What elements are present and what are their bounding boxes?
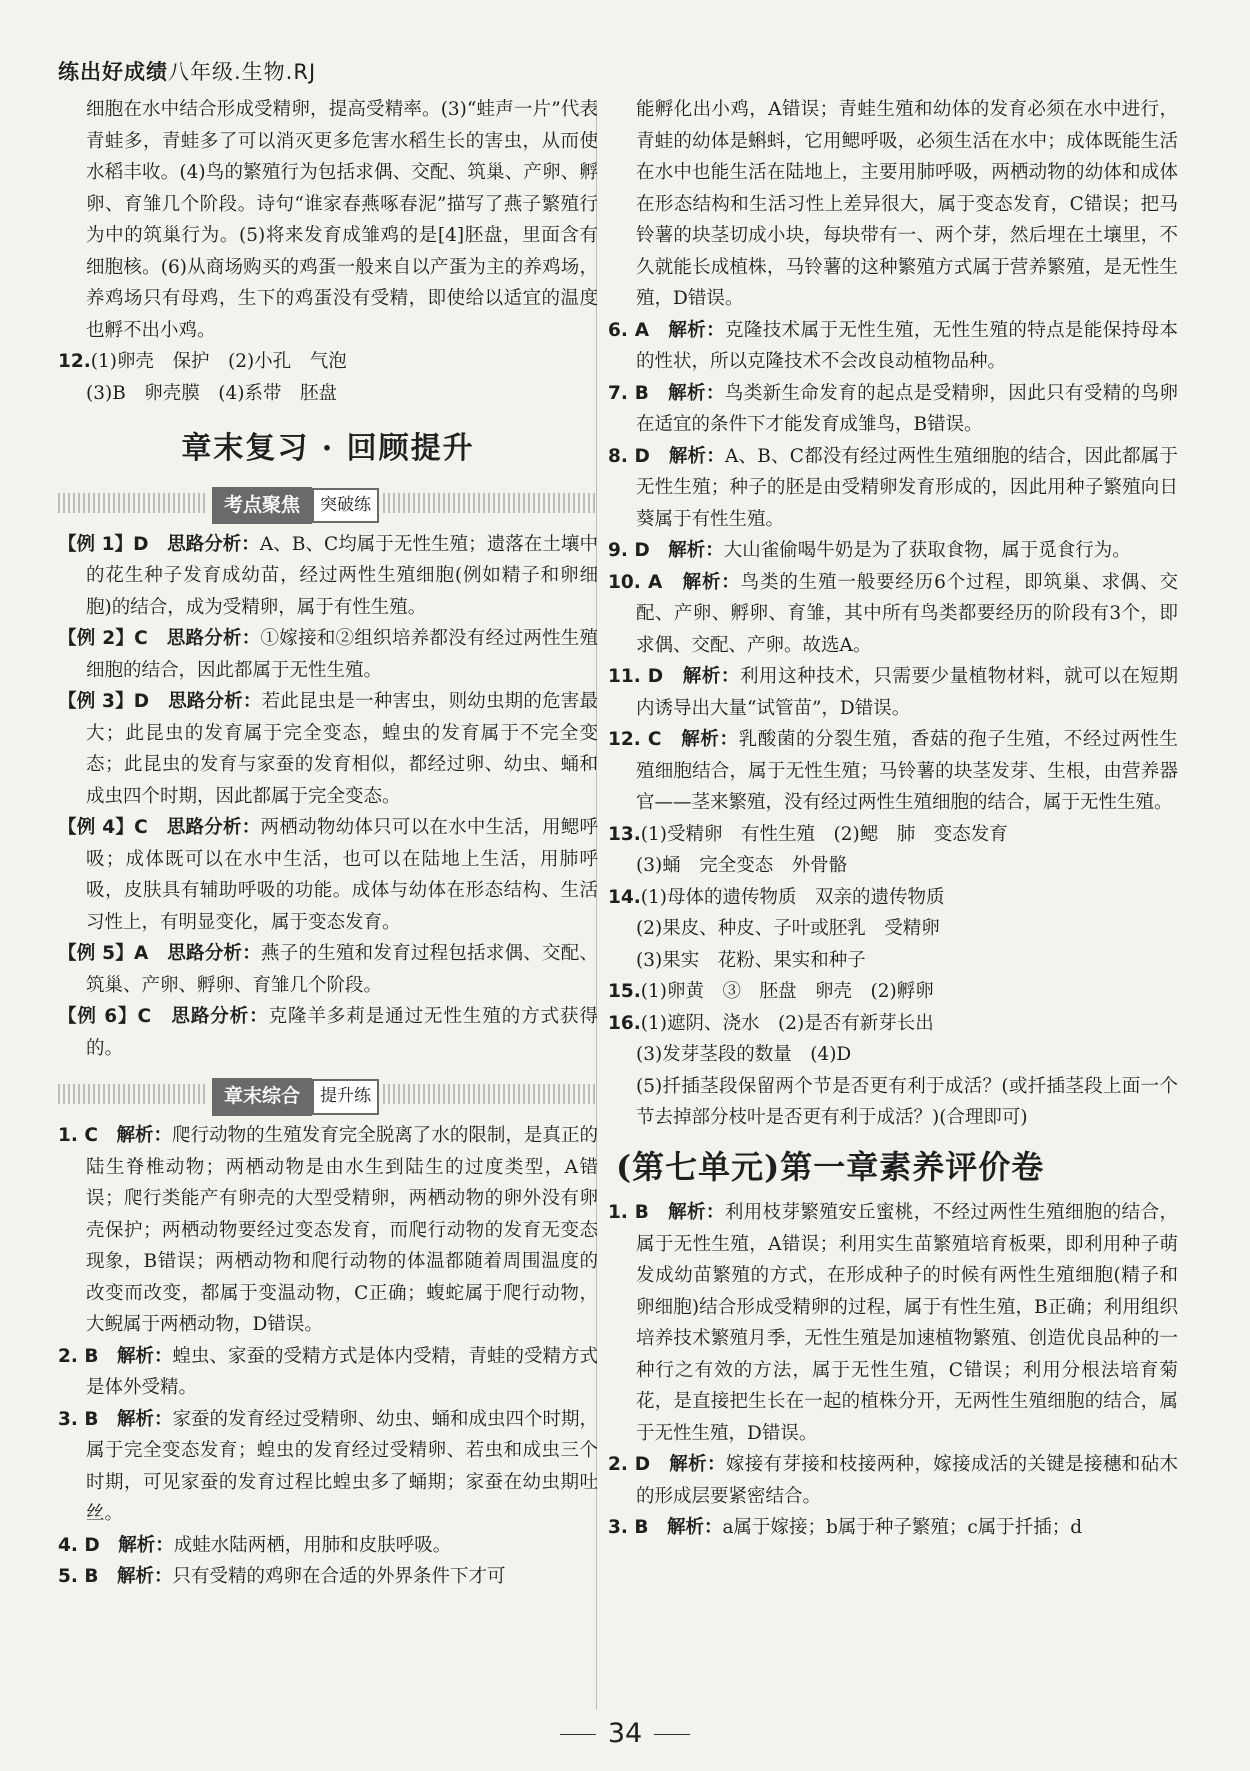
example-label: 【例 4】C xyxy=(58,817,148,838)
answer-number: 2. D xyxy=(608,1454,651,1475)
answer-item xyxy=(58,1530,598,1562)
answer-text: 只有受精的鸡卵在合适的外界条件下才可 xyxy=(172,1566,506,1587)
answer-item xyxy=(608,535,1178,567)
example-label: 【例 6】C xyxy=(58,1006,152,1027)
answer-item xyxy=(608,315,1178,378)
fill-answer-16 xyxy=(608,1008,1178,1134)
page-header xyxy=(58,56,316,86)
example-item xyxy=(58,686,598,812)
answer-text: A、B、C都没有经过两性生殖细胞的结合，因此都属于无性生殖；种子的胚是由受精卵发育形成的，因此用种子繁殖向日葵属于有性生殖。 xyxy=(636,445,1178,530)
answer-keyword: 解析： xyxy=(666,1517,723,1538)
example-text: 两栖动物幼体只可以在水中生活，用鳃呼吸；成体既可以在水中生活，也可以在陆地上生活，用肺呼吸，皮肤具有辅助呼吸的功能。成体与幼体在形态结构、生活习性上，有明显变化，属于变态发育。 xyxy=(86,817,598,933)
answer-text: 利用这种技术，只需要少量植物材料，就可以在短期内诱导出大量“试管苗”，D错误。 xyxy=(636,666,1178,719)
answer-keyword: 解析： xyxy=(668,1202,725,1223)
answer-keyword: 解析： xyxy=(668,540,724,561)
section-title: 章末复习 · 回顾提升 xyxy=(181,431,475,466)
example-label: 【例 3】D xyxy=(58,691,150,712)
answer-5-continued: 能孵化出小鸡，A错误；青蛙生殖和幼体的发育必须在水中进行，青蛙的幼体是蝌蚪，它用鳃呼吸，必须生活在水中；成体既能生活在水中也能生活在陆地上，主要用肺呼吸，两栖动物的幼体和成体在形态结构和生活习性上差异很大，属于变态发育，C错误；把马铃薯的块茎切成小块，每块带有一、两个芽，然后埋在土壤里，不久就能长成植株，马铃薯的这种繁殖方式属于营养繁殖，是无性生殖，D错误。 xyxy=(636,99,1178,309)
answer-text: 嫁接有芽接和枝接两种，嫁接成活的关键是接穗和砧木的形成层要紧密结合。 xyxy=(636,1454,1178,1507)
answer-keyword: 解析： xyxy=(668,445,725,467)
example-text: 克隆羊多莉是通过无性生殖的方式获得的。 xyxy=(86,1006,598,1059)
example-keyword: 思路分析： xyxy=(167,533,260,555)
right-column xyxy=(608,94,1178,1544)
answer-item xyxy=(58,1561,598,1593)
answer-line: (1)受精卵 有性生殖 (2)鳃 肺 变态发育 xyxy=(640,823,1008,845)
answer-item xyxy=(608,1449,1178,1512)
example-keyword: 思路分析： xyxy=(168,691,262,712)
answer-item xyxy=(608,724,1178,819)
answer-item xyxy=(608,661,1178,724)
answer-text: 蝗虫、家蚕的受精方式是体内受精，青蛙的受精方式是体外受精。 xyxy=(86,1345,598,1398)
answer-keyword: 解析： xyxy=(682,666,740,687)
section-bar-review xyxy=(58,1078,598,1110)
tag-dark: 章末综合 xyxy=(212,1078,312,1116)
book-subtitle: 八年级.生物.RJ xyxy=(168,60,317,84)
example-label: 【例 1】D xyxy=(58,533,149,555)
answer-line: (1)遮阴、浇水 (2)是否有新芽长出 xyxy=(640,1012,934,1034)
intro-paragraph: 细胞在水中结合形成受精卵，提高受精率。(3)“蛙声一片”代表青蛙多，青蛙多了可以消灭更多危害水稻生长的害虫，从而使水稻丰收。(4)鸟的繁殖行为包括求偶、交配、筑巢、产卵、孵卵、育雏几个阶段。诗句“谁家春燕啄春泥”描写了燕子繁殖行为中的筑巢行为。(5)将来发育成雏鸡的是[4]胚盘，里面含有细胞核。(6)从商场购买的鸡蛋一般来自以产蛋为主的养鸡场，养鸡场只有母鸡，生下的鸡蛋没有受精，即使给以适宜的温度也孵不出小鸡。 xyxy=(86,99,598,341)
example-text: A、B、C均属于无性生殖；遗落在土壤中的花生种子发育成幼苗，经过两性生殖细胞(例如精子和卵细胞)的结合，成为受精卵，属于有性生殖。 xyxy=(86,533,598,618)
answer-number: 9. D xyxy=(608,540,650,561)
example-item xyxy=(58,529,598,624)
fill-answer-15 xyxy=(608,976,1178,1008)
answer-text: 克隆技术属于无性生殖，无性生殖的特点是能保持母本的性状，所以克隆技术不会改良动植物品种。 xyxy=(636,319,1178,372)
answer-item xyxy=(608,1512,1178,1544)
answer-number: 12. C xyxy=(608,729,662,750)
section-bar-focus xyxy=(58,487,598,519)
answer-number: 13. xyxy=(608,823,641,845)
answer-text: 利用枝芽繁殖安丘蜜桃，不经过两性生殖细胞的结合，属于无性生殖，A错误；利用实生苗繁殖培育板栗，即利用种子萌发成幼苗繁殖的方式，在形成种子的时候有两性生殖细胞(精子和卵细胞)结合形成受精卵的过程，属于有性生殖，B正确；利用组织培养技术繁殖月季，无性生殖是加速植物繁殖、创造优良品种的一种行之有效的方法，属于无性生殖，C错误；利用分根法培育菊花，是直接把生长在一起的植株分开，无两性生殖细胞的结合，属于无性生殖，D错误。 xyxy=(636,1202,1178,1444)
answer-item xyxy=(608,441,1178,536)
answer-keyword: 解析： xyxy=(116,1408,173,1430)
answer-keyword: 解析： xyxy=(116,1566,173,1587)
example-item xyxy=(58,1001,598,1064)
answer-item xyxy=(58,1341,598,1404)
answer-line: (1)卵黄 ③ 胚盘 卵壳 (2)孵卵 xyxy=(640,981,934,1002)
answer-item xyxy=(58,1120,598,1341)
answer-item xyxy=(608,378,1178,441)
example-keyword: 思路分析： xyxy=(167,943,261,964)
answer-keyword: 解析： xyxy=(668,319,726,341)
example-text: ①嫁接和②组织培养都没有经过两性生殖细胞的结合，因此都属于无性生殖。 xyxy=(86,628,598,681)
example-label: 【例 2】C xyxy=(58,628,148,649)
answer-number: 1. C xyxy=(58,1125,98,1146)
answer-text: a属于嫁接；b属于种子繁殖；c属于扦插；d xyxy=(722,1517,1083,1538)
example-item xyxy=(58,812,598,938)
answer-keyword: 解析： xyxy=(118,1534,174,1556)
answer-item xyxy=(58,1404,598,1530)
answer-number: 11. D xyxy=(608,666,664,687)
answer-line: (3)果实 花粉、果实和种子 xyxy=(636,949,866,971)
answer-line: (3)蛹 完全变态 外骨骼 xyxy=(636,855,848,876)
answer-keyword: 解析： xyxy=(681,729,739,750)
answer-number: 3. B xyxy=(608,1517,649,1538)
dash-left xyxy=(560,1734,596,1735)
answer-number: 14. xyxy=(608,886,641,908)
answer-number: 10. A xyxy=(608,571,663,593)
answer-text: 大山雀偷喝牛奶是为了获取食物，属于觅食行为。 xyxy=(723,540,1131,561)
answer-number: 12. xyxy=(58,351,91,372)
answer-item xyxy=(608,567,1178,662)
example-item xyxy=(58,938,598,1001)
answer-line: (2)果皮、种皮、子叶或胚乳 受精卵 xyxy=(636,918,940,939)
left-column xyxy=(58,94,598,1593)
answer-number: 5. B xyxy=(58,1566,99,1587)
answer-line: (3)发芽茎段的数量 (4)D xyxy=(636,1044,852,1065)
answer-number: 3. B xyxy=(58,1408,99,1430)
answer-number: 16. xyxy=(608,1012,641,1034)
answer-text: 爬行动物的生殖发育完全脱离了水的限制，是真正的陆生脊椎动物；两栖动物是由水生到陆生的过度类型，A错误；爬行类能产有卵壳的大型受精卵，两栖动物的卵外没有卵壳保护；两栖动物要经过变态发育，而爬行动物的发育无变态现象，B错误；两栖动物和爬行动物的体温都随着周围温度的改变而改变，都属于变温动物，C正确；蝮蛇属于爬行动物，大鲵属于两栖动物，D错误。 xyxy=(86,1125,598,1335)
page-number-text: 34 xyxy=(607,1718,643,1749)
unit-test-title: (第七单元)第一章素养评价卷 xyxy=(616,1147,1045,1186)
answer-number: 2. B xyxy=(58,1345,99,1367)
answer-text: 鸟类的生殖一般要经历6个过程，即筑巢、求偶、交配、产卵、孵卵、育雏，其中所有鸟类都要经历的阶段有3个，即求偶、交配、产卵。故选A。 xyxy=(636,571,1178,656)
answer-keyword: 解析： xyxy=(116,1125,173,1146)
example-keyword: 思路分析： xyxy=(166,628,261,649)
dash-right xyxy=(654,1734,690,1735)
example-text: 若此昆虫是一种害虫，则幼虫期的危害最大；此昆虫的发育属于完全变态，蝗虫的发育属于不完全变态；此昆虫的发育与家蚕的发育相似，都经过卵、幼虫、蛹和成虫四个时期，因此都属于完全变态。 xyxy=(86,691,598,807)
example-keyword: 思路分析： xyxy=(166,817,261,838)
answer-item xyxy=(608,1197,1178,1449)
answer-number: 6. A xyxy=(608,319,650,341)
tag-dark: 考点聚焦 xyxy=(212,487,312,525)
answer-line: (3)B 卵壳膜 (4)系带 胚盘 xyxy=(86,382,338,404)
answer-text: 鸟类新生命发育的起点是受精卵，因此只有受精的鸟卵在适宜的条件下才能发育成雏鸟，B错误。 xyxy=(636,382,1178,435)
example-label: 【例 5】A xyxy=(58,943,149,964)
fill-answer-13 xyxy=(608,819,1178,882)
book-brand: 练出好成绩 xyxy=(58,60,168,84)
section-tag xyxy=(208,487,383,525)
answer-text: 成蛙水陆两栖，用肺和皮肤呼吸。 xyxy=(173,1534,452,1556)
answer-line: (1)母体的遗传物质 双亲的遗传物质 xyxy=(640,886,945,908)
fill-answer-14 xyxy=(608,882,1178,977)
answer-number: 1. B xyxy=(608,1202,649,1223)
answer-line: (5)扦插茎段保留两个节是否更有利于成活？(或扦插茎段上面一个节去掉部分枝叶是否更有利于成活？)(合理即可) xyxy=(636,1075,1178,1128)
tag-light: 提升练 xyxy=(312,1079,379,1115)
answer-text: 乳酸菌的分裂生殖，香菇的孢子生殖，不经过两性生殖细胞结合，属于无性生殖；马铃薯的块茎发芽、生根，由营养器官——茎来繁殖，没有经过两性生殖细胞的结合，属于无性生殖。 xyxy=(636,729,1178,813)
answer-number: 4. D xyxy=(58,1534,100,1556)
example-keyword: 思路分析： xyxy=(171,1006,269,1027)
answer-text: 家蚕的发育经过受精卵、幼虫、蛹和成虫四个时期，属于完全变态发育；蝗虫的发育经过受精卵、若虫和成虫三个时期，可见家蚕的发育过程比蝗虫多了蛹期；家蚕在幼虫期吐丝。 xyxy=(86,1408,598,1524)
tag-light: 突破练 xyxy=(312,488,379,524)
answer-keyword: 解析： xyxy=(116,1345,173,1367)
example-text: 燕子的生殖和发育过程包括求偶、交配、筑巢、产卵、孵卵、育雏几个阶段。 xyxy=(86,943,598,996)
answer-keyword: 解析： xyxy=(682,571,741,593)
answer-line: (1)卵壳 保护 (2)小孔 气泡 xyxy=(90,351,347,372)
answer-number: 15. xyxy=(608,981,641,1002)
answer-keyword: 解析： xyxy=(669,1454,726,1475)
answer-12 xyxy=(58,346,598,409)
example-item xyxy=(58,623,598,686)
answer-number: 8. D xyxy=(608,445,650,467)
answer-keyword: 解析： xyxy=(668,382,725,404)
page-number xyxy=(0,1718,1250,1749)
answer-number: 7. B xyxy=(608,382,649,404)
section-tag xyxy=(208,1078,383,1116)
